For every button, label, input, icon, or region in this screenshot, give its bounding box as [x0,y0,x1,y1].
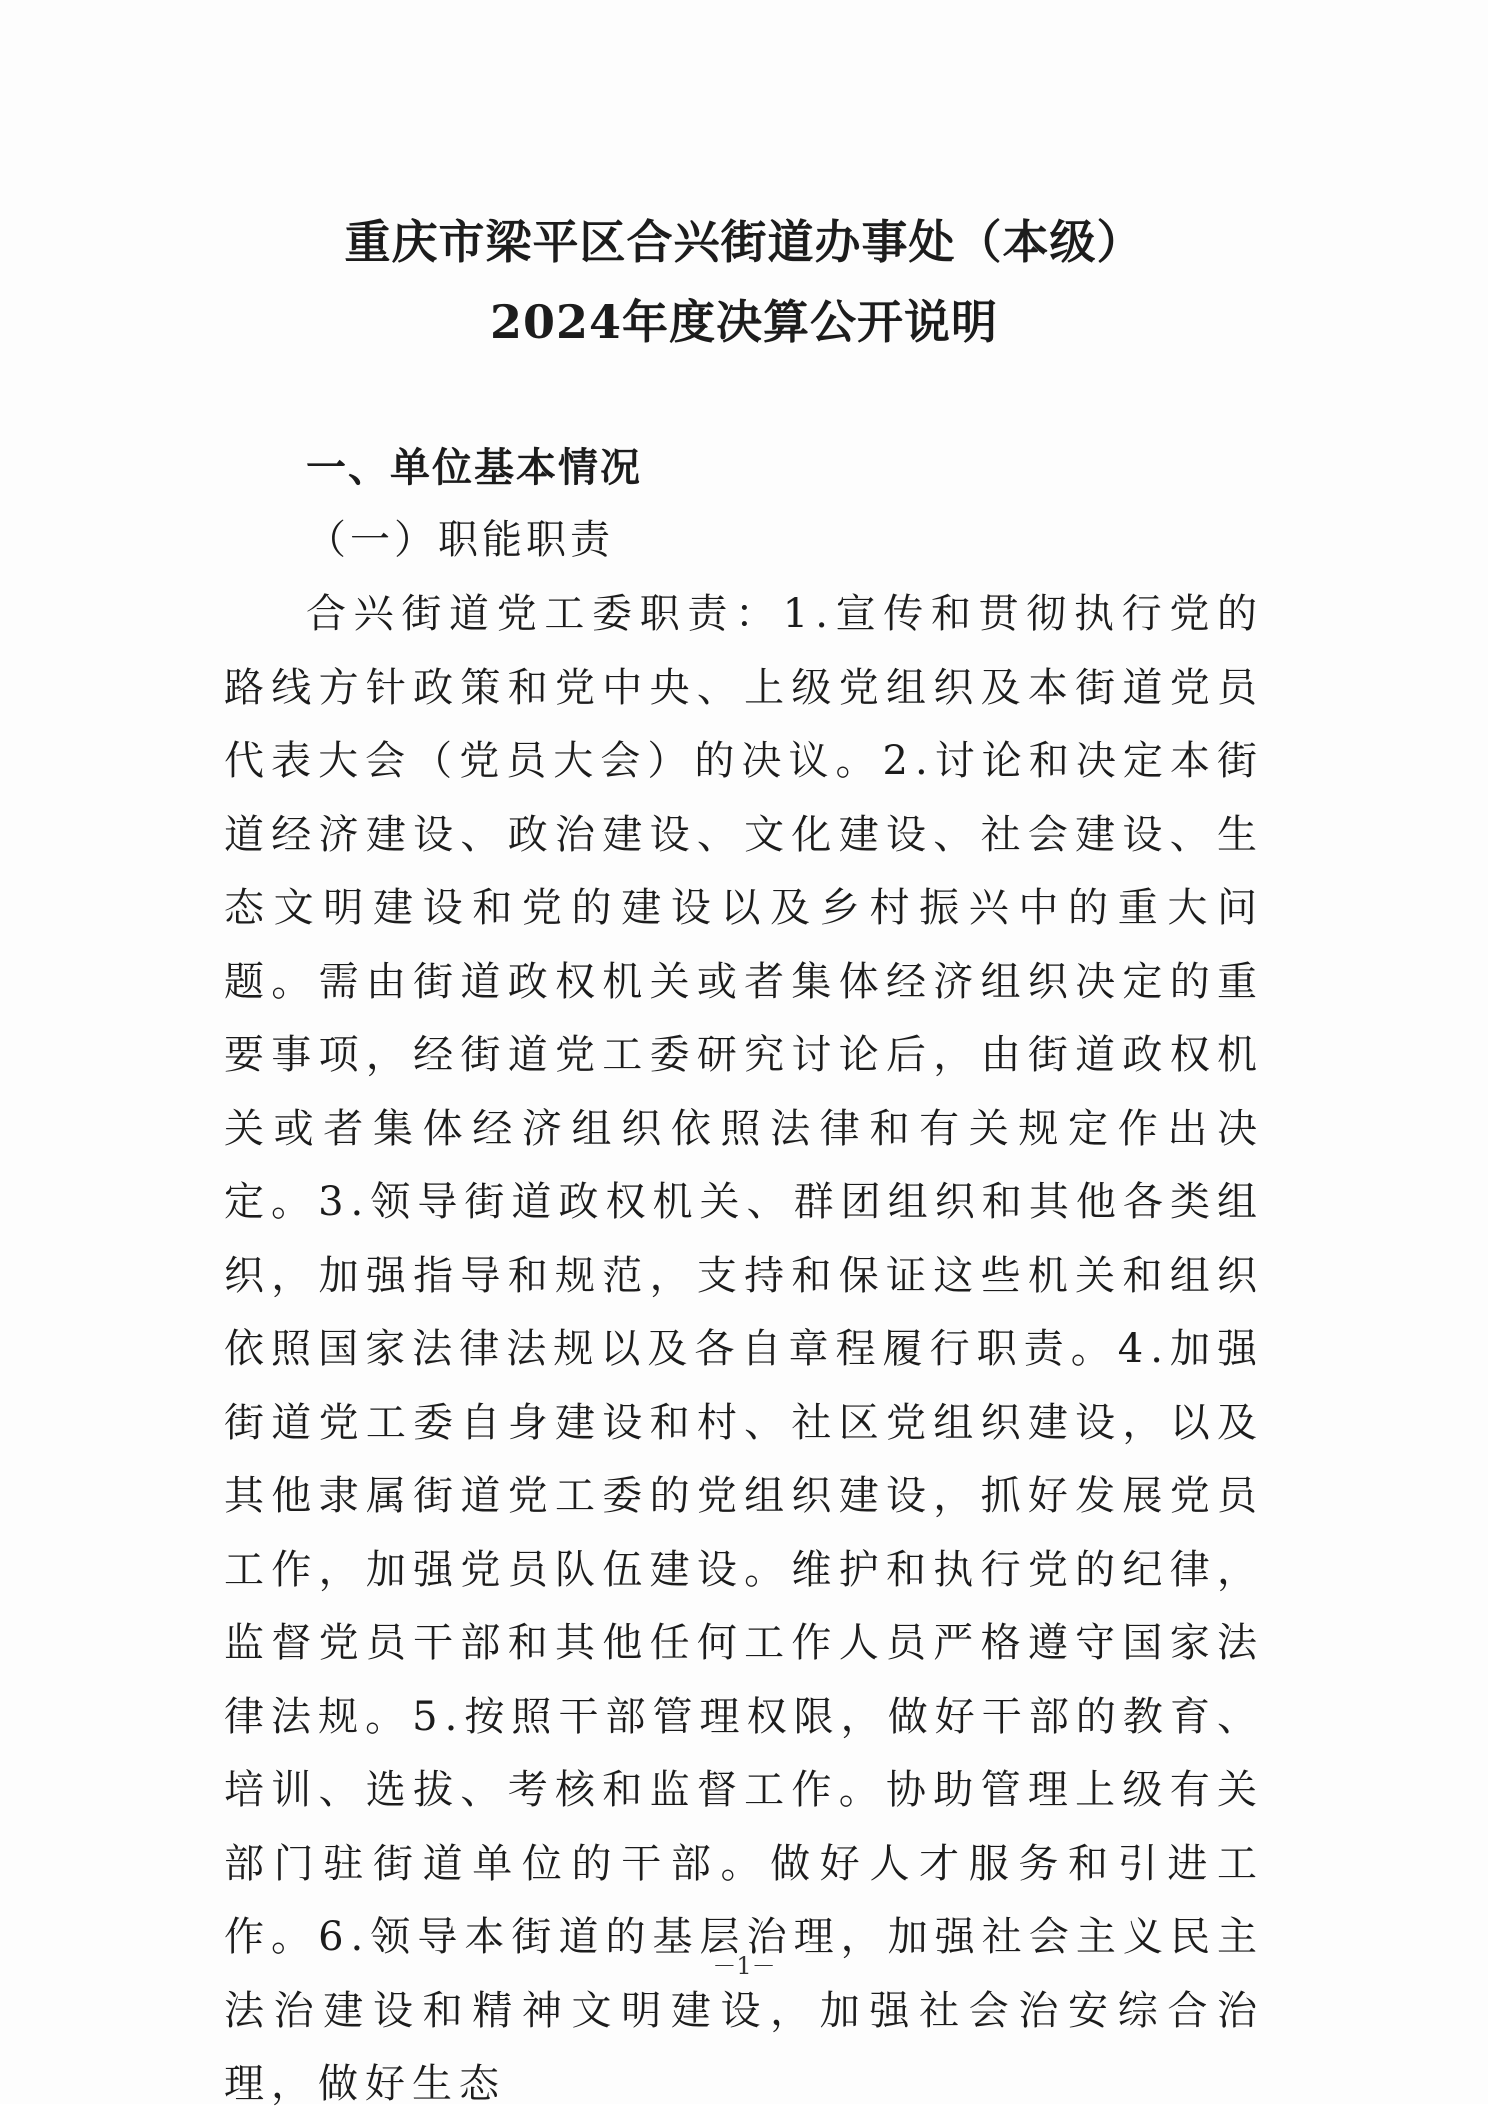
body-paragraph: 合兴街道党工委职责：1.宣传和贯彻执行党的路线方针政策和党中央、上级党组织及本街道党员代表大会（党员大会）的决议。2.讨论和决定本街道经济建设、政治建设、文化建设、社会建设、生态文明建设和党的建设以及乡村振兴中的重大问题。需由街道政权机关或者集体经济组织决定的重要事项，经街道党工委研究讨论后，由街道政权机关或者集体经济组织依照法律和有关规定作出决定。3.领导街道政权机关、群团组织和其他各类组织，加强指导和规范，支持和保证这些机关和组织依照国家法律法规以及各自章程履行职责。4.加强街道党工委自身建设和村、社区党组织建设，以及其他隶属街道党工委的党组织建设，抓好发展党员工作，加强党员队伍建设。维护和执行党的纪律，监督党员干部和其他任何工作人员严格遵守国家法律法规。5.按照干部管理权限，做好干部的教育、培训、选拔、考核和监督工作。协助管理上级有关部门驻街道单位的干部。做好人才服务和引进工作。6.领导本街道的基层治理，加强社会主义民主法治建设和精神文明建设，加强社会治安综合治理，做好生态 [224,591,1264,2107]
page-number: －1－ [712,1952,776,1980]
subsection-heading: （一）职能职责 [306,517,614,563]
document-title-line-2: 2024年度决算公开说明 [489,295,999,349]
document-title-line-1: 重庆市梁平区合兴街道办事处（本级） [344,215,1144,269]
section-heading: 一、单位基本情况 [306,445,642,491]
